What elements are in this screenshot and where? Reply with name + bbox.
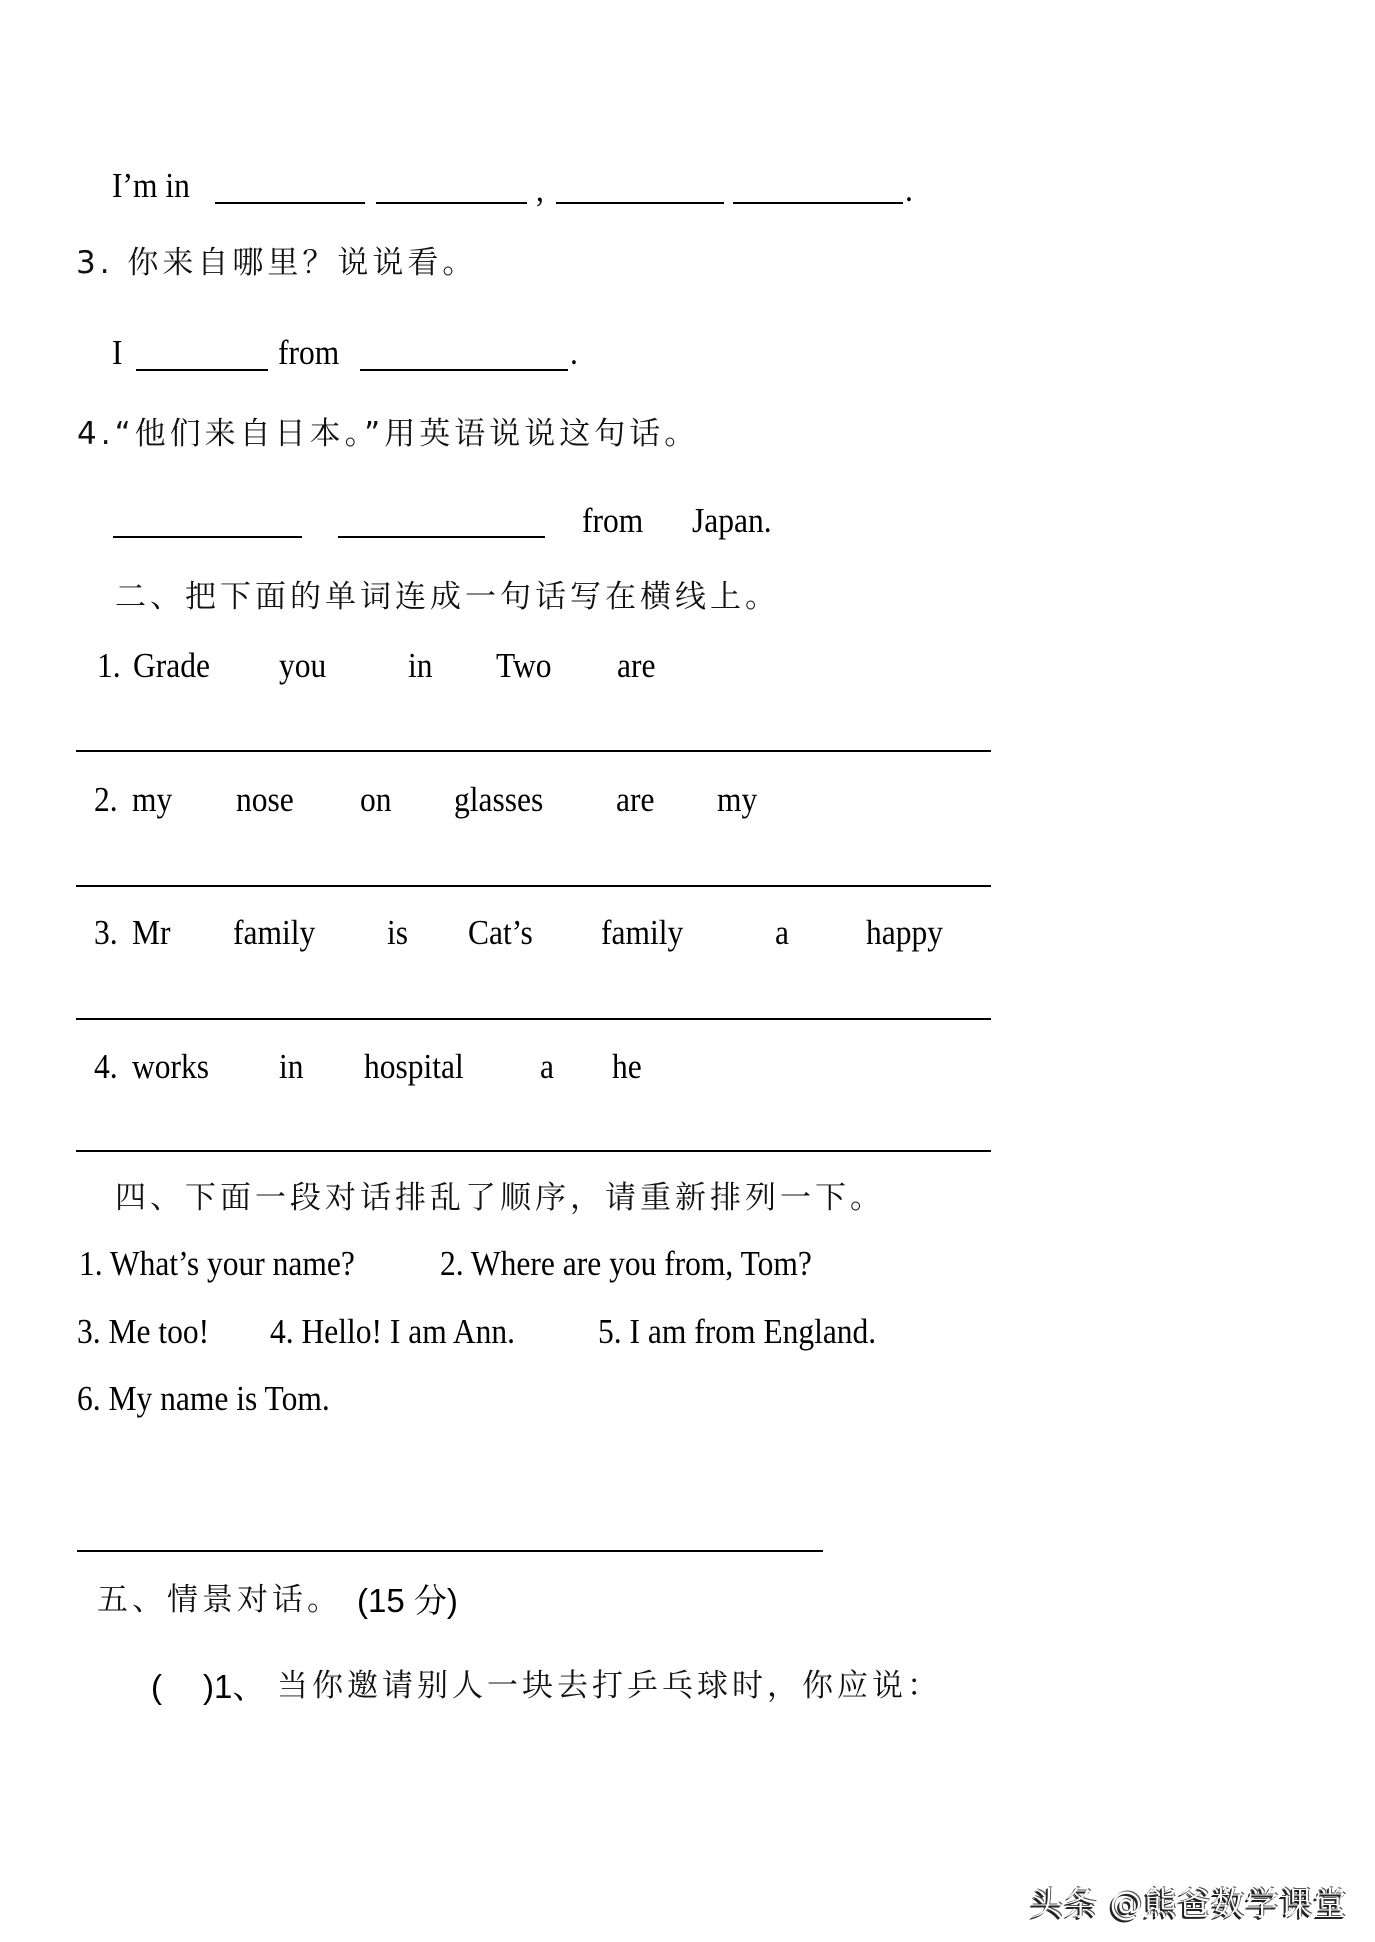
word: family	[233, 913, 316, 952]
answer-blank[interactable]	[376, 202, 527, 204]
section-5-score: (15 分)	[357, 1582, 458, 1619]
section-5-heading: 五、情景对话。	[97, 1582, 342, 1618]
answer-blank[interactable]	[733, 202, 903, 204]
word: happy	[866, 913, 943, 952]
answer-blank[interactable]	[556, 202, 724, 204]
word: a	[775, 913, 789, 952]
comma: ,	[536, 170, 544, 209]
word: Mr	[132, 913, 171, 952]
answer-blank[interactable]	[113, 536, 302, 538]
answer-line[interactable]	[76, 750, 991, 752]
answer-blank[interactable]	[338, 536, 545, 538]
q4-word-japan: Japan.	[692, 501, 772, 540]
word: my	[717, 780, 758, 819]
dialogue-sentence: 2. Where are you from, Tom?	[440, 1244, 812, 1283]
answer-line[interactable]	[76, 1150, 991, 1152]
dialogue-sentence: 5. I am from England.	[598, 1312, 877, 1351]
word: you	[279, 646, 327, 685]
period: .	[905, 170, 913, 209]
answer-blank[interactable]	[360, 369, 568, 371]
dialogue-sentence: 1. What’s your name?	[79, 1244, 355, 1283]
row-3-number: 3.	[94, 913, 118, 952]
answer-blank[interactable]	[215, 202, 365, 204]
answer-line[interactable]	[77, 1550, 823, 1552]
answer-blank[interactable]	[136, 369, 268, 371]
dialogue-sentence: 3. Me too!	[77, 1312, 210, 1351]
question-4-prompt: 4.“他们来自日本。”用英语说说这句话。	[77, 416, 700, 452]
word: he	[612, 1047, 642, 1086]
word: Cat’s	[468, 913, 533, 952]
word: hospital	[364, 1047, 464, 1086]
word: are	[617, 646, 656, 685]
question-1-text: 当你邀请别人一块去打乒乓球时，你应说：	[277, 1668, 942, 1704]
word: works	[132, 1047, 210, 1086]
word: my	[132, 780, 173, 819]
dialogue-sentence: 6. My name is Tom.	[77, 1379, 330, 1418]
q4-word-from: from	[582, 501, 644, 540]
section-4-heading: 四、下面一段对话排乱了顺序，请重新排列一下。	[115, 1180, 885, 1216]
word: nose	[236, 780, 294, 819]
word: in	[408, 646, 433, 685]
word: are	[616, 780, 655, 819]
row-2-number: 2.	[94, 780, 118, 819]
row-4-number: 4.	[94, 1047, 118, 1086]
q3-answer-prefix: I	[112, 333, 123, 372]
q2-answer-prefix: I’m in	[112, 166, 190, 205]
dialogue-sentence: 4. Hello! I am Ann.	[270, 1312, 515, 1351]
word: Two	[496, 646, 552, 685]
watermark: 头条 @熊爸数学课堂	[1030, 1884, 1348, 1923]
section-2-heading: 二、把下面的单词连成一句话写在横线上。	[115, 579, 780, 615]
answer-paren-open[interactable]: (	[151, 1668, 162, 1705]
word: family	[601, 913, 684, 952]
word: a	[540, 1047, 554, 1086]
answer-line[interactable]	[76, 1018, 991, 1020]
period: .	[570, 333, 578, 372]
word: glasses	[454, 780, 544, 819]
question-1-number: )1、	[203, 1668, 266, 1705]
answer-line[interactable]	[76, 885, 991, 887]
q3-answer-middle: from	[278, 333, 340, 372]
row-1-number: 1.	[97, 646, 121, 685]
word: on	[360, 780, 392, 819]
word: in	[279, 1047, 304, 1086]
question-3-prompt: 3. 你来自哪里？说说看。	[76, 245, 478, 281]
word: Grade	[133, 646, 210, 685]
word: is	[387, 913, 409, 952]
